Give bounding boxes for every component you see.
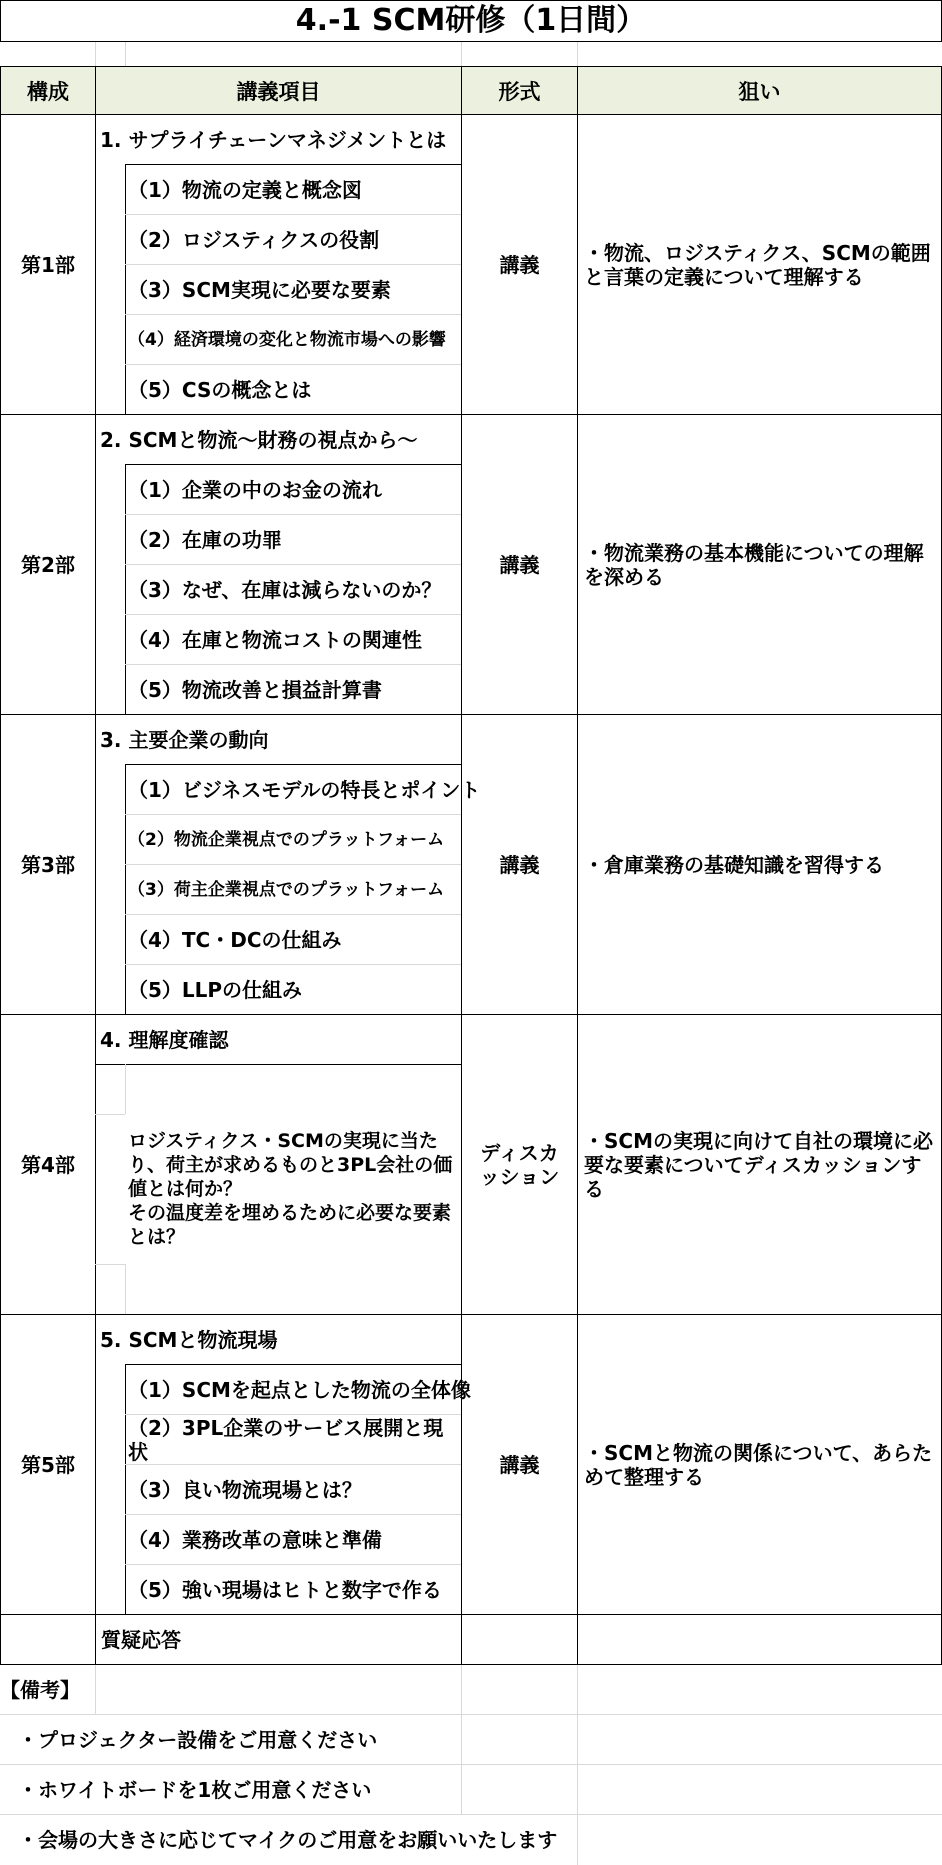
aim-text: ・倉庫業務の基礎知識を習得する [584, 852, 884, 877]
lecture-item: （2）3PL企業のサービス展開と現状 [128, 1415, 444, 1464]
lecture-item: （4）TC・DCの仕組み [128, 927, 342, 952]
grid-line [125, 1064, 126, 1114]
part-heading: 3. 主要企業の動向 [100, 728, 269, 752]
note-item: ・ホワイトボードを1枚ご用意ください [18, 1777, 372, 1802]
grid-line [125, 42, 126, 66]
format-cell: 講義 [461, 714, 578, 1015]
part-heading: 4. 理解度確認 [100, 1028, 229, 1052]
lecture-item: （5）LLPの仕組み [128, 977, 303, 1002]
page-title: 4.-1 SCM研修（1日間） [0, 0, 942, 42]
part-heading: 2. SCMと物流～財務の視点から～ [100, 428, 418, 452]
part-heading: 5. SCMと物流現場 [100, 1328, 278, 1352]
qa-empty-cell [0, 1614, 96, 1665]
qa-empty-cell [577, 1614, 942, 1665]
aim-cell [577, 114, 942, 415]
lecture-item: （5）強い現場はヒトと数字で作る [128, 1577, 442, 1602]
lecture-item: （3）SCM実現に必要な要素 [128, 277, 391, 302]
grid-line [95, 1114, 125, 1115]
lecture-item: （2）物流企業視点でのプラットフォーム [128, 829, 445, 850]
part-name: 第1部 [0, 114, 96, 415]
format-cell: 講義 [461, 1314, 578, 1615]
lecture-item: （5）CSの概念とは [128, 377, 312, 402]
part-name: 第3部 [0, 714, 96, 1015]
header-composition: 構成 [0, 66, 96, 115]
part-name: 第4部 [0, 1014, 96, 1315]
lecture-item: （4）在庫と物流コストの関連性 [128, 627, 422, 652]
aim-text: ・SCMと物流の関係について、あらためて整理する [584, 1440, 933, 1489]
lecture-item: （2）ロジスティクスの役割 [128, 227, 380, 252]
grid-line [577, 42, 578, 66]
lecture-item: （3）良い物流現場とは？ [128, 1477, 362, 1502]
part-name: 第2部 [0, 414, 96, 715]
qa-empty-cell [461, 1614, 578, 1665]
grid-line [461, 42, 462, 66]
grid-line [95, 1665, 96, 1715]
aim-text: ・物流、ロジスティクス、SCMの範囲と言葉の定義について理解する [584, 240, 931, 289]
format-cell: 講義 [461, 414, 578, 715]
aim-cell [577, 1014, 942, 1315]
lecture-item: （1）ビジネスモデルの特長とポイント [128, 777, 481, 802]
indent-line [125, 164, 126, 414]
grid-line [95, 42, 96, 66]
indent-line [125, 764, 126, 1014]
header-format: 形式 [461, 66, 578, 115]
indent-line [125, 1364, 126, 1614]
note-item: ・プロジェクター設備をご用意ください [18, 1727, 378, 1752]
aim-cell [577, 1314, 942, 1615]
lecture-item: （3）なぜ、在庫は減らないのか？ [128, 577, 442, 602]
grid-line [461, 1665, 462, 1815]
lecture-item: （4）業務改革の意味と準備 [128, 1527, 382, 1552]
lecture-item: （1）SCMを起点とした物流の全体像 [128, 1377, 471, 1402]
part-heading: 1. サプライチェーンマネジメントとは [100, 128, 447, 152]
lecture-item: （4）経済環境の変化と物流市場への影響 [128, 329, 446, 350]
qa-row: 質疑応答 [95, 1614, 462, 1665]
format-cell: ディスカッション [461, 1014, 578, 1315]
lecture-item: （1）物流の定義と概念図 [128, 177, 362, 202]
note-item: ・会場の大きさに応じてマイクのご用意をお願いいたします [18, 1827, 558, 1852]
indent-line [125, 464, 126, 714]
aim-cell [577, 714, 942, 1015]
grid-line [125, 1264, 126, 1314]
part-name: 第5部 [0, 1314, 96, 1615]
header-lecture-items: 講義項目 [95, 66, 462, 115]
lecture-item: （3）荷主企業視点でのプラットフォーム [128, 879, 445, 900]
discussion-text: ロジスティクス・SCMの実現に当たり、荷主が求めるものと3PL会社の価値とは何か？ その温度差を埋めるために必要な要素とは？ [128, 1130, 453, 1248]
lecture-item: （5）物流改善と損益計算書 [128, 677, 382, 702]
lecture-item: （2）在庫の功罪 [128, 527, 282, 552]
lecture-item: （1）企業の中のお金の流れ [128, 477, 382, 502]
aim-cell [577, 414, 942, 715]
format-cell: 講義 [461, 114, 578, 415]
aim-text: ・SCMの実現に向けて自社の環境に必要な要素についてディスカッションする [584, 1128, 933, 1201]
grid-line [95, 1264, 125, 1265]
aim-text: ・物流業務の基本機能についての理解を深める [584, 540, 924, 589]
notes-heading: 【備考】 [0, 1677, 80, 1702]
header-aim: 狙い [577, 66, 942, 115]
